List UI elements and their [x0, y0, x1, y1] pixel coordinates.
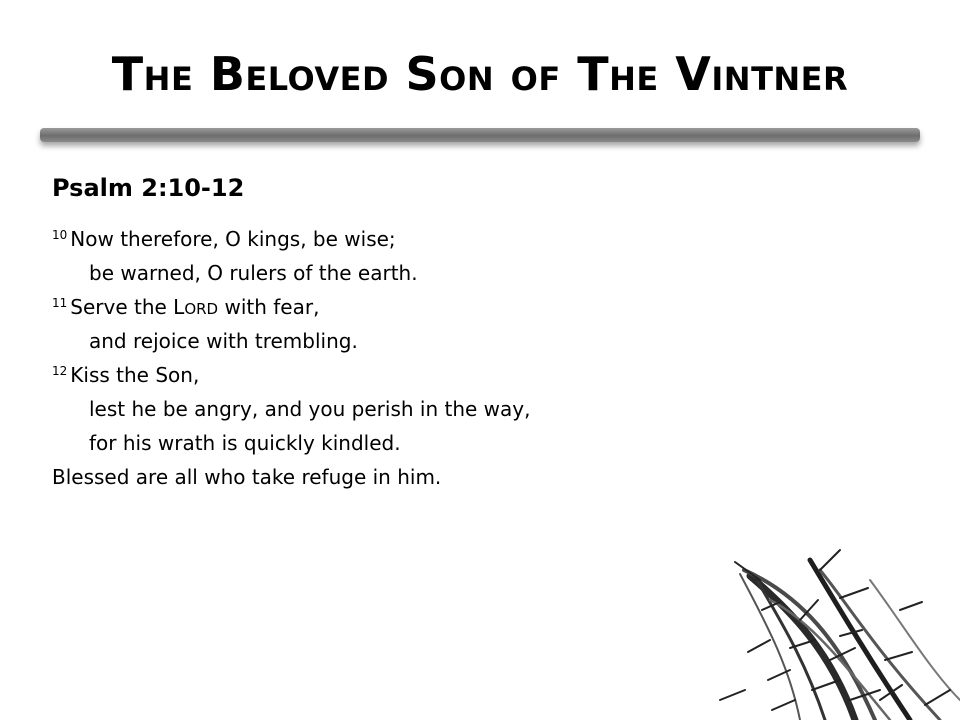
verse-text: be warned, O rulers of the earth. — [89, 261, 418, 285]
scripture-text — [52, 222, 812, 494]
verse-line — [52, 222, 812, 256]
verse-text: and rejoice with trembling. — [89, 329, 358, 353]
verse-text: Blessed are all who take refuge in him. — [52, 465, 442, 489]
verse-text: Kiss the Son, — [70, 363, 200, 387]
scripture-reference: Psalm 2:10-12 — [52, 174, 245, 202]
verse-line — [52, 392, 812, 426]
verse-line — [52, 426, 812, 460]
lord-small-caps: ORD — [184, 300, 219, 318]
verse-number: 10 — [52, 228, 68, 242]
verse-text: lest he be angry, and you perish in the way, — [89, 397, 531, 421]
verse-text: Serve the L — [70, 295, 185, 319]
verse-text: with fear, — [218, 295, 320, 319]
verse-text: Now therefore, O kings, be wise; — [70, 227, 396, 251]
title-divider — [40, 128, 920, 142]
verse-line — [52, 290, 812, 324]
slide-title: The Beloved Son of The Vintner — [111, 47, 849, 101]
verse-number: 11 — [52, 296, 68, 310]
verse-text: for his wrath is quickly kindled. — [89, 431, 401, 455]
verse-line — [52, 358, 812, 392]
verse-line — [52, 460, 812, 494]
crown-of-thorns-icon — [640, 540, 960, 720]
verse-number: 12 — [52, 364, 68, 378]
verse-line — [52, 256, 812, 290]
verse-line — [52, 324, 812, 358]
